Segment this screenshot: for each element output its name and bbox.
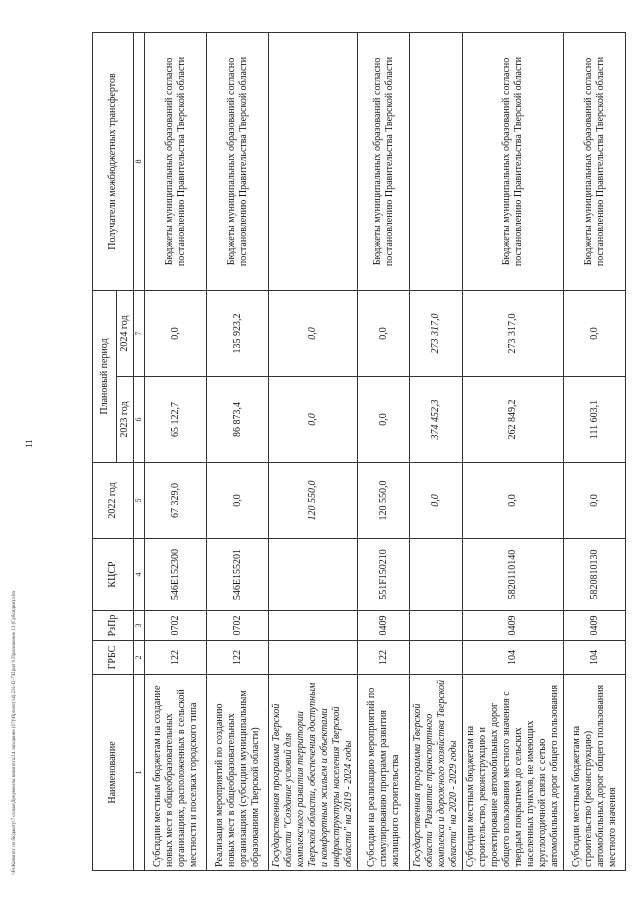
row-2024: 0,0: [564, 291, 626, 377]
header-rzpr: РзПр: [93, 611, 134, 641]
col-number: 1: [134, 675, 145, 871]
header-2023: 2023 год: [117, 377, 134, 463]
row-rzpr: 0409: [564, 611, 626, 641]
header-recipients: Получатели межбюджетных трансфертов: [93, 33, 134, 291]
row-name: Реализация мероприятий по созданию новых мест в общеобразовательных организациях (субсидии муниципальным образованиям Тверской области): [207, 675, 269, 871]
header-row-1: [93, 33, 117, 871]
row-2023: 86 873,4: [207, 377, 269, 463]
file-path: \\Fs\Комитет по бюджету\7 созыв\Документы комитета\14 заседание (07)\Проект(14) 231-П-7\Прил 9 Приложение 13 (Субсидии).xlsx: [12, 590, 17, 875]
row-recipients: [269, 33, 358, 291]
col-number: 5: [134, 463, 145, 539]
header-grbs: ГРБС: [93, 641, 134, 675]
row-2022: 0,0: [564, 463, 626, 539]
column-number-row: [134, 33, 145, 871]
header-kcsr: КЦСР: [93, 539, 134, 611]
col-number: 8: [134, 33, 145, 291]
header-name: Наименование: [93, 675, 134, 871]
row-name: Государственная программа Тверской области "Развитие транспортного комплекса и дорожного хозяйства Тверской области" на 2020 - 2029 годы: [410, 675, 463, 871]
row-2023: 0,0: [269, 377, 358, 463]
row-2023: 65 122,7: [145, 377, 207, 463]
row-2022: 0,0: [410, 463, 463, 539]
table-row: [358, 33, 410, 871]
row-2024: 273 317,0: [410, 291, 463, 377]
row-grbs: 122: [207, 641, 269, 675]
table-row: [463, 33, 564, 871]
row-2023: 262 849,2: [463, 377, 564, 463]
row-recipients: Бюджеты муниципальных образований согласно постановлению Правительства Тверской области: [207, 33, 269, 291]
row-2022: 0,0: [207, 463, 269, 539]
row-2024: 0,0: [145, 291, 207, 377]
row-name: Субсидии местным бюджетам на строительство, реконструкцию и проектирование автомобильных дорог общего пользования местного значения с твердым покрытием до сельских населенных пунктов, не имеющих круглогодичной связи с сетью автомобильных дорог общего пользования: [463, 675, 564, 871]
row-kcsr: 5820110140: [463, 539, 564, 611]
table-row-program: [410, 33, 463, 871]
row-recipients: [410, 33, 463, 291]
rotated-page: [92, 33, 620, 871]
row-rzpr: 0702: [207, 611, 269, 641]
row-2024: 135 923,2: [207, 291, 269, 377]
col-number: 3: [134, 611, 145, 641]
table-row-program: [269, 33, 358, 871]
row-rzpr: [269, 611, 358, 641]
row-2024: 273 317,0: [463, 291, 564, 377]
row-kcsr: 5820810130: [564, 539, 626, 611]
row-rzpr: 0409: [463, 611, 564, 641]
row-rzpr: [410, 611, 463, 641]
col-number: 7: [134, 291, 145, 377]
row-kcsr: [410, 539, 463, 611]
row-recipients: Бюджеты муниципальных образований согласно постановлению Правительства Тверской области: [564, 33, 626, 291]
row-grbs: [410, 641, 463, 675]
row-rzpr: 0702: [145, 611, 207, 641]
row-2024: 0,0: [358, 291, 410, 377]
row-grbs: 122: [145, 641, 207, 675]
row-2023: 0,0: [358, 377, 410, 463]
row-kcsr: 551F150210: [358, 539, 410, 611]
row-grbs: 122: [358, 641, 410, 675]
row-grbs: [269, 641, 358, 675]
row-2023: 374 452,3: [410, 377, 463, 463]
row-2024: 0,0: [269, 291, 358, 377]
row-2022: 120 550,0: [269, 463, 358, 539]
row-recipients: Бюджеты муниципальных образований согласно постановлению Правительства Тверской области: [463, 33, 564, 291]
table-row: [564, 33, 626, 871]
header-plan-period: Плановый период: [93, 291, 117, 463]
row-grbs: 104: [463, 641, 564, 675]
row-name: Субсидии на реализацию мероприятий по стимулированию программ развития жилищного строительства: [358, 675, 410, 871]
table-row: [207, 33, 269, 871]
row-rzpr: 0409: [358, 611, 410, 641]
header-2022: 2022 год: [93, 463, 134, 539]
row-kcsr: 546E155201: [207, 539, 269, 611]
col-number: 6: [134, 377, 145, 463]
row-2023: 111 603,1: [564, 377, 626, 463]
row-name: Субсидии местным бюджетам на создание новых мест в общеобразовательных организациях, расположенных в сельской местности и поселках городского типа: [145, 675, 207, 871]
row-kcsr: [269, 539, 358, 611]
row-2022: 0,0: [463, 463, 564, 539]
row-recipients: Бюджеты муниципальных образований согласно постановлению Правительства Тверской области: [145, 33, 207, 291]
row-name: Государственная программа Тверской области "Создание условий для комплексного развития территории Тверской области, обеспечения доступным и комфортным жильем и объектами инфраструктуры населения Тверской области" на 2019 - 2024 годы: [269, 675, 358, 871]
table-row: [145, 33, 207, 871]
row-grbs: 104: [564, 641, 626, 675]
row-recipients: Бюджеты муниципальных образований согласно постановлению Правительства Тверской области: [358, 33, 410, 291]
page-number: 11: [24, 439, 34, 448]
header-2024: 2024 год: [117, 291, 134, 377]
col-number: 2: [134, 641, 145, 675]
col-number: 4: [134, 539, 145, 611]
row-2022: 67 329,0: [145, 463, 207, 539]
row-2022: 120 550,0: [358, 463, 410, 539]
row-name: Субсидии местным бюджетам на строительство (реконструкцию) автомобильных дорог общего пользования местного значения: [564, 675, 626, 871]
row-kcsr: 546E152300: [145, 539, 207, 611]
subsidies-table: [92, 32, 626, 871]
